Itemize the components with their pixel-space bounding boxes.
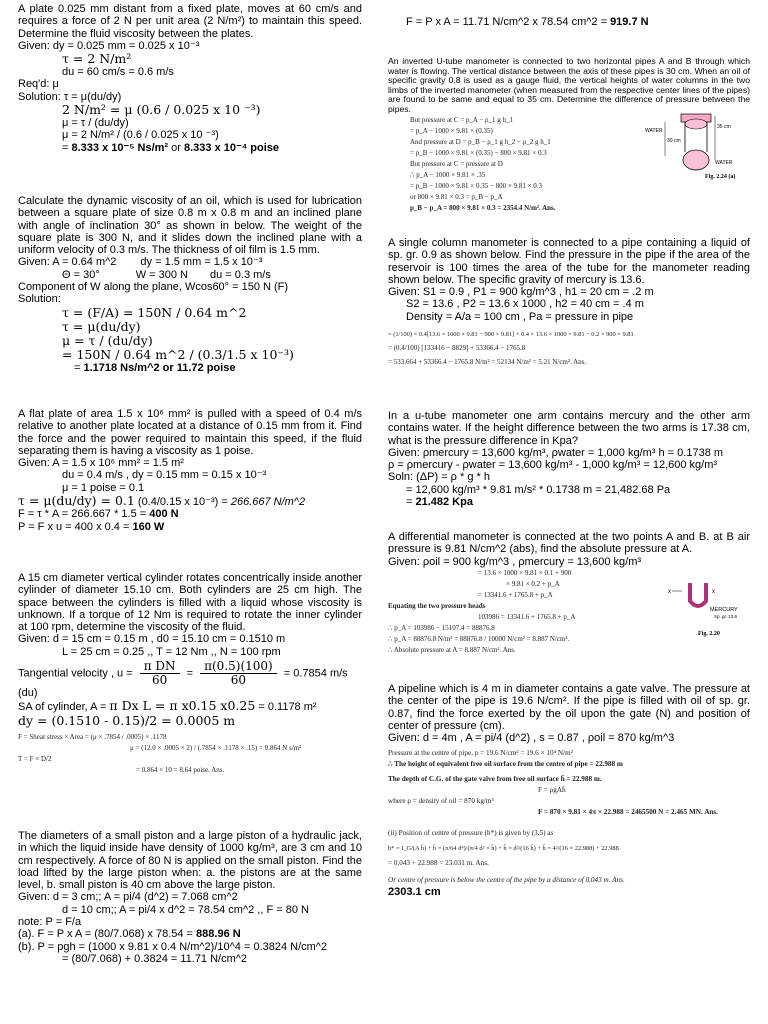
problem-1 (18, 3, 362, 154)
p4-scanned-solution: F = Shear stress × Area = (μ × .7854 / .0005) × .1178 μ = (12.0 × .0005 × 2) / (.7854 × .1178 × .15) = 0.864 N s/m² T = F × D/2 = 0.864 × 10 = 8.64 poise. Ans. (18, 732, 302, 774)
single-column-statement: A single column manometer is connected to a pipe containing a liquid of sp. gr. 0.9 as shown below. Find the pressure in the pipe if the area of the reservoir is 100 times the area of the tube for the manometer reading shown below. The specific gravity of mercury is 13.6. (388, 237, 750, 286)
p5-part-a: (a). F = P x A = (80/7.068) x 78.54 = 888.96 N (18, 928, 241, 941)
pipeline-final-answer: 2303.1 cm (388, 886, 441, 899)
p1-tau: τ = 2 N/m² (62, 51, 132, 67)
p3-tau: τ = μ(du/dy) = 0.1 (0.4/0.15 x 10⁻³) = 266.667 N/m^2 (18, 493, 306, 509)
svg-text:35 cm: 35 cm (717, 124, 731, 130)
problem-4-statement: A 15 cm diameter vertical cylinder rotates concentrically inside another cylinder of diameter 15.10 cm. Both cylinders are 25 cm high. The space between the cylinders is filled with a liquid whose viscosity is unknown. If a torque of 12 Nm is required to rotate the inner cylinder at 100 rpm, determine the viscosity of the fluid. (18, 572, 362, 634)
differential-statement: A differential manometer is connected at the two points A and B. at B air pressure is 9.81 N/cm^2 (abs), find the absolute pressure at A. (388, 531, 750, 556)
r4-given: Given: ρmercury = 13,600 kg/m³, ρwater = 1,000 kg/m³ h = 0.1738 m (388, 446, 724, 459)
p1-answer: = 8.333 x 10⁻⁵ Ns/m² or 8.333 x 10⁻⁴ poise (62, 141, 280, 154)
r4-rho: ρ = ρmercury - ρwater = 13,600 kg/m³ - 1,000 kg/m³ = 12,600 kg/m³ (388, 459, 718, 472)
problem-3-statement: A flat plate of area 1.5 x 10⁶ mm² is pulled with a speed of 0.4 m/s relative to another plate located at a distance of 0.15 mm from it. Find the force and the power required to maintain this speed, if the fluid separating them is having a viscosity as 1 poise. (18, 408, 362, 457)
inverted-u-tube-statement: An inverted U-tube manometer is connected to two horizontal pipes A and B through which water is flowing. The vertical distance between the axis of these pipes is 30 cm. When an oil of specific gravity 0.8 is used as a gauge fluid, the vertical heights of water columns in the two limbs of the inverted manometer (when measured from the respective center lines of the pipes) are found to be same and equal to 35 cm. Determine the difference of pressure between the pipes. (388, 56, 750, 114)
p3-given-2: du = 0.4 m/s , dy = 0.15 mm = 0.15 x 10⁻³ (62, 469, 267, 482)
inverted-u-tube-figure (643, 112, 748, 182)
problem-5-statement: The diameters of a small piston and a large piston of a hydraulic jack, in which the liquid inside have density of 1000 kg/m³, are 3 cm and 10 cm respectively. A force of 80 N is applied on the small piston. Find the load lifted by the large piston when: a. the pistons are at the same level, b. small piston is 40 cm above the large piston. (18, 830, 362, 892)
problem-1-statement: A plate 0.025 mm distant from a fixed plate, moves at 60 cm/s and requires a force of 2 N per unit area (2 N/m²) to maintain this speed. Determine the fluid viscosity between the plates. (18, 3, 362, 40)
pipeline-statement: A pipeline which is 4 m in diameter contains a gate valve. The pressure at the center of the pipe is 19.6 N/cm². If the pipe is filled with oil of sp. gr. 0.87, find the force exerted by the oil upon the gate (N) and position of center of pressure (cm). (388, 683, 750, 732)
p4-frac-2: $\frac{\pi(0.5)(100)}{60}$ (200, 660, 277, 687)
p2-solution: Solution: (18, 293, 61, 306)
pipeline-solution: Pressure at the centre of pipe, p = 19.6 N/cm² = 19.6 × 10⁴ N/m² ∴ The height of equivalent free oil surface from the centre of pipe = 22.988 m The depth of C.G. of the gate valve from free oil surface h̄ = 22.988 m. F = ρgAh̄ where ρ = density of oil = 870 kg/m³ F = 870 × 9.81 × 4π × 22.988 = 2465500 N = 2.465 MN. Ans. (ii) Position of centre of pressure (h*) is given by (3.5) as h* = I_G/(A h̄) + h̄ = (π/64 d⁴)/(π/4 d² × h̄) + h̄ = d²/(16 h̄) + h̄ = 4²/(16 × 22.988) + 22.988 = 0.043 + 22.988 = 23.031 m. Ans. Or centre of pressure is below the centre of the pipe by a distance of 0.043 m. Ans. (388, 749, 718, 885)
r4-answer: = 21.482 Kpa (406, 496, 473, 509)
problem-differential-manometer (388, 531, 750, 656)
svg-text:x: x (712, 589, 715, 595)
p2-given-1: Given: A = 0.64 m^2 dy = 1.5 mm = 1.5 x 10⁻³ (18, 256, 263, 269)
p4-given-2: L = 25 cm = 0.25 ,, T = 12 Nm ,, N = 100 rpm (62, 645, 281, 658)
p4-du: (du) (18, 687, 38, 700)
differential-manometer-figure (668, 581, 750, 641)
single-column-solution: = (1/100) × 0.4[13.6 × 1000 × 9.81 − 900 × 9.81] + 0.4 × 13.6 × 1000 × 9.81 − 0.2 × 900 × 9.81 = (0.4/100) [133416 − 8829] + 53366.4 − 1765.8 = 533.664 + 53366.4 − 1765.8 N/m² = 52134 N/m² = 5.21 N/cm². Ans. (388, 331, 634, 367)
problem-2-statement: Calculate the dynamic viscosity of an oil, which is used for lubrication between a square plate of size 0.8 m x 0.8 m and an inclined plane with angle of inclination 30° as shown in below. The weight of the square plate is 300 N, and it slides down the inclined plane with a uniform velocity of 0.3 m/s. The thickness of oil film is 1.5 mm. (18, 195, 362, 257)
p1-answer-si: 8.333 x 10⁻⁵ Ns/m² (71, 141, 169, 154)
p2-answer: = 1.1718 Ns/m^2 or 11.72 poise (74, 361, 236, 374)
svg-text:WATER: WATER (645, 128, 663, 134)
svg-text:MERCURY: MERCURY (710, 607, 738, 613)
svg-text:Sp. gr. 13.6: Sp. gr. 13.6 (714, 614, 738, 619)
svg-text:Fig. 2.24 (a): Fig. 2.24 (a) (705, 174, 736, 180)
problem-3 (18, 408, 362, 533)
p4-surface-area: SA of cylinder, A = π Dx L = π x0.15 x0.25 = 0.1178 m² (18, 698, 317, 714)
p2-step2: τ = μ(du/dy) (62, 318, 141, 334)
p2-step1: τ = (F/A) = 150N / 0.64 m^2 (62, 304, 247, 320)
differential-solution: = 13.6 × 1000 × 9.81 × 0.1 + 900 × 9.81 × 0.2 + p_A = 13341.6 + 1765.8 + p_A Equating the two pressure heads 103986 = 13341.6 + 1765.8 + p_A ∴ p_A = 103986 − 15107.4 = 88876.8 ∴ p_A = 88876.8 N/m² = 88876.8 / 10000 N/cm² = 8.887 N/cm². ∴ Absolute pressure at A = 8.887 N/cm². Ans. (388, 568, 576, 654)
p3-force: F = τ * A = 266.667 * 1.5 = 400 N (18, 508, 179, 521)
problem-inverted-u-tube (388, 57, 750, 214)
p1-step3: μ = 2 N/m² / (0.6 / 0.025 x 10 ⁻³) (62, 129, 219, 142)
svg-text:30 cm: 30 cm (667, 138, 681, 144)
p1-solution: Solution: τ = μ(du/dy) (18, 90, 122, 103)
problem-2 (18, 195, 362, 374)
r3-given-1: Given: S1 = 0.9 , P1 = 900 kg/m^3 , h1 = 20 cm = .2 m (388, 286, 654, 299)
r4-calc: = 12,600 kg/m³ * 9.81 m/s² * 0.1738 m = 21,482.68 Pa (406, 483, 671, 496)
problem-pipeline-gate-valve (388, 683, 750, 899)
p2-step3: μ = τ / (du/dy) (62, 332, 153, 348)
p1-given: Given: dy = 0.025 mm = 0.025 x 10⁻³ (18, 39, 200, 52)
p1-step1: 2 N/m² = μ (0.6 / 0.025 x 10 ⁻³) (62, 102, 261, 118)
p3-given-3: μ = 1 poise = 0.1 (62, 481, 145, 494)
p5-given-2: d = 10 cm;; A = pi/4 x d^2 = 78.54 cm^2 ,, F = 80 N (62, 903, 309, 916)
r3-given-2: S2 = 13.6 , P2 = 13.6 x 1000 , h2 = 40 cm = .4 m (406, 298, 644, 311)
p2-given-2: Θ = 30° W = 300 N du = 0.3 m/s (62, 268, 271, 281)
problem-4 (18, 572, 362, 776)
p3-given-1: Given: A = 1.5 x 10⁶ mm² = 1.5 m² (18, 457, 184, 470)
p5-note: note: P = F/a (18, 916, 82, 929)
p4-dy: dy = (0.1510 - 0.15)/2 = 0.0005 m (18, 712, 236, 728)
p4-tangential: Tangential velocity , u = $\frac{\text{π DN}}{60}$ = $\frac{\pi(0.5)(100)}{60}$ = 0.7854 m/s (18, 659, 348, 688)
p5-given-1: Given: d = 3 cm;; A = pi/4 (d^2) = 7.068 cm^2 (18, 891, 238, 904)
problem-u-tube-mercury (388, 410, 750, 508)
p5-part-b: (b). P = pgh = (1000 x 9.81 x 0.4 N/m^2)/10^4 = 0.3824 N/cm^2 (18, 940, 328, 953)
p5-continuation: F = P x A = 11.71 N/cm^2 x 78.54 cm^2 = 919.7 N (406, 16, 649, 28)
p1-answer-poise: 8.333 x 10⁻⁴ poise (183, 141, 280, 154)
p3-power: P = F x u = 400 x 0.4 = 160 W (18, 520, 165, 533)
svg-text:x: x (668, 589, 671, 595)
svg-text:Fig. 2.20: Fig. 2.20 (698, 631, 720, 637)
p1-reqd: Req'd: μ (18, 78, 59, 91)
p4-frac-1: $\frac{\text{π DN}}{60}$ (140, 660, 180, 687)
u-tube-statement: In a u-tube manometer one arm contains mercury and the other arm contains water. If the height difference between the two arms is 17.38 cm, what is the pressure difference in Kpa? (388, 410, 750, 447)
p5-part-b-2: = (80/7.068) + 0.3824 = 11.71 N/cm^2 (62, 952, 248, 965)
problem-5 (18, 830, 362, 965)
r4-soln: Soln: (ΔP) = ρ * g * h (388, 471, 490, 484)
p2-step4: = 150N / 0.64 m^2 / (0.3/1.5 x 10⁻³) (62, 346, 294, 362)
problem-single-column-manometer (388, 237, 750, 368)
r5-given: Given: ρoil = 900 kg/m^3 , ρmercury = 13,600 kg/m³ (388, 555, 642, 568)
inverted-u-tube-solution: But pressure at C = p_A − ρ_1 g h_1 = p_A − 1000 × 9.81 × (0.35) And pressure at D = p_B − ρ_1 g h_2 − ρ_2 g h_1 = p_B − 1000 × 9.81 × (0.35) − 800 × 9.81 × 0.3 But pressure at C = pressure at D ∴ p_A − 1000 × 9.81 × .35 = p_B − 1000 × 9.81 × 0.35 − 800 × 9.81 × 0.3 or 800 × 9.81 × 0.3 = p_B − p_A p_B − p_A = 800 × 9.81 × 0.3 = 2354.4 N/m². Ans. (410, 115, 556, 212)
svg-text:WATER: WATER (715, 160, 733, 166)
r6-given: Given: d = 4m , A = pi/4 (d^2) , s = 0.87 , ρoil = 870 kg/m^3 (388, 732, 675, 745)
p4-given-1: Given: d = 15 cm = 0.15 m , d0 = 15.10 cm = 0.1510 m (18, 633, 286, 646)
r3-given-3: Density = A/a = 100 cm , Pa = pressure in pipe (406, 310, 634, 323)
p1-du: du = 60 cm/s = 0.6 m/s (62, 66, 174, 79)
p1-step2: μ = τ / (du/dy) (62, 117, 129, 130)
p2-component: Component of W along the plane, Wcos60° = 150 N (F) (18, 281, 289, 294)
